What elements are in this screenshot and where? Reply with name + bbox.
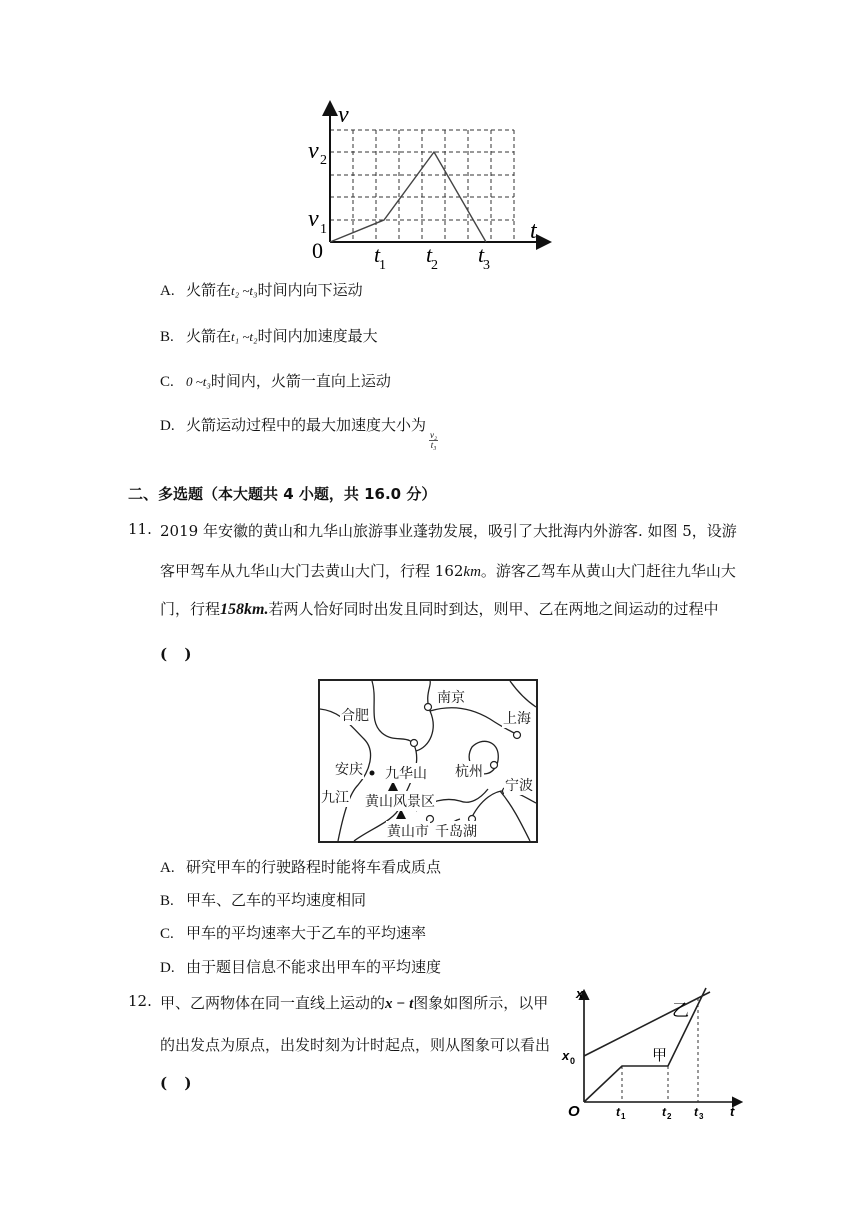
- q12-answer-paren: ( ): [160, 1074, 198, 1092]
- map-label-jiujiang: 九江: [320, 787, 350, 807]
- v2-sub: 2: [320, 153, 327, 168]
- q11-answer-paren: ( ): [160, 645, 198, 663]
- q11-line-2: 客甲驾车从九华山大门去黄山大门，行程 162km。游客乙驾车从黄山大门赶往九华山大: [160, 562, 736, 580]
- x0-label: x: [562, 1048, 570, 1063]
- t2-sub: 2: [667, 1112, 672, 1120]
- map-label-ningbo: 宁波: [504, 775, 534, 795]
- section-title: 二、多选题（本大题共 4 小题，共 16.0 分）: [128, 485, 437, 503]
- map-label-hefei: 合肥: [340, 705, 370, 725]
- t3-sub: 3: [483, 258, 490, 270]
- t1-sub: 1: [621, 1112, 626, 1120]
- x-axis-label: x: [576, 986, 584, 1001]
- map-label-huangshan-city: 黄山市: [386, 821, 430, 841]
- map-label-huangshan-area: 黄山风景区: [364, 791, 436, 811]
- map-label-hangzhou: 杭州: [454, 761, 484, 781]
- yi-line: [584, 992, 710, 1056]
- t3-label: t: [694, 1105, 698, 1119]
- math-expr: t₂ ~t₃: [231, 283, 258, 298]
- graph-grid: [330, 130, 514, 242]
- map-label-jiuhuashan: 九华山: [384, 763, 428, 783]
- position-time-graph: [560, 984, 750, 1120]
- jia-label: 甲: [652, 1046, 668, 1064]
- t-axis-label: t: [730, 1104, 735, 1119]
- t1-sub: 1: [379, 258, 386, 270]
- t3-sub: 3: [699, 1112, 704, 1120]
- t3-label: t: [478, 242, 485, 267]
- v1-label: v: [308, 206, 319, 232]
- q10-option-a: A. 火箭在t₂ ~t₃时间内向下运动: [160, 281, 363, 299]
- q11-option-a: A. 研究甲车的行驶路程时能将车看成质点: [160, 858, 442, 876]
- t2-label: t: [662, 1105, 666, 1119]
- origin-label: 0: [312, 238, 323, 263]
- map-label-qiandaohu: 千岛湖: [434, 821, 478, 841]
- q11-option-d: D. 由于题目信息不能求出甲车的平均速度: [160, 958, 442, 976]
- q11-line-3: 门，行程158km.若两人恰好同时出发且同时到达，则甲、乙在两地之间运动的过程中: [160, 600, 719, 618]
- t2-label: t: [426, 242, 433, 267]
- q12-number: 12.: [128, 992, 152, 1010]
- math-expr: 0 ~t₃: [186, 374, 211, 389]
- q11-number: 11.: [128, 520, 152, 538]
- q10-option-b: B. 火箭在t₁ ~t₂时间内加速度最大: [160, 327, 378, 345]
- q12-line-2: 的出发点为原点，出发时刻为计时起点，则从图象可以看出: [160, 1036, 551, 1054]
- map-label-shanghai: 上海: [502, 708, 532, 728]
- q10-option-c: C. 0 ~t₃时间内，火箭一直向上运动: [160, 372, 391, 390]
- map-label-nanjing: 南京: [436, 687, 466, 707]
- map-label-anqing: 安庆: [334, 759, 364, 779]
- q11-line-1: 2019 年安徽的黄山和九华山旅游事业蓬勃发展，吸引了大批海内外游客. 如图 5，设游: [160, 522, 737, 540]
- t2-sub: 2: [431, 258, 438, 270]
- region-map: [318, 679, 538, 843]
- v1-sub: 1: [320, 222, 327, 237]
- q12-line-1: 甲、乙两物体在同一直线上运动的x − t图象如图所示，以甲: [160, 994, 549, 1012]
- t1-label: t: [374, 242, 381, 267]
- q11-option-c: C. 甲车的平均速率大于乙车的平均速率: [160, 924, 427, 942]
- origin-label: O: [568, 1103, 580, 1120]
- t1-label: t: [616, 1105, 620, 1119]
- q11-option-b: B. 甲车、乙车的平均速度相同: [160, 891, 367, 909]
- q10-option-d: D. 火箭运动过程中的最大加速度大小为 $\frac{\text{v₂}}{\text{t₃}}$: [160, 416, 438, 450]
- fraction: $\frac{\text{v₂}}{\text{t₃}}$: [430, 429, 438, 450]
- t-axis-label: t: [530, 218, 537, 244]
- v-axis-label: v: [338, 102, 349, 128]
- velocity-time-graph: [300, 96, 560, 270]
- v2-label: v: [308, 138, 319, 164]
- x0-sub: 0: [570, 1056, 576, 1066]
- yi-label: 乙: [672, 1001, 689, 1021]
- math-expr: t₁ ~t₂: [231, 329, 258, 344]
